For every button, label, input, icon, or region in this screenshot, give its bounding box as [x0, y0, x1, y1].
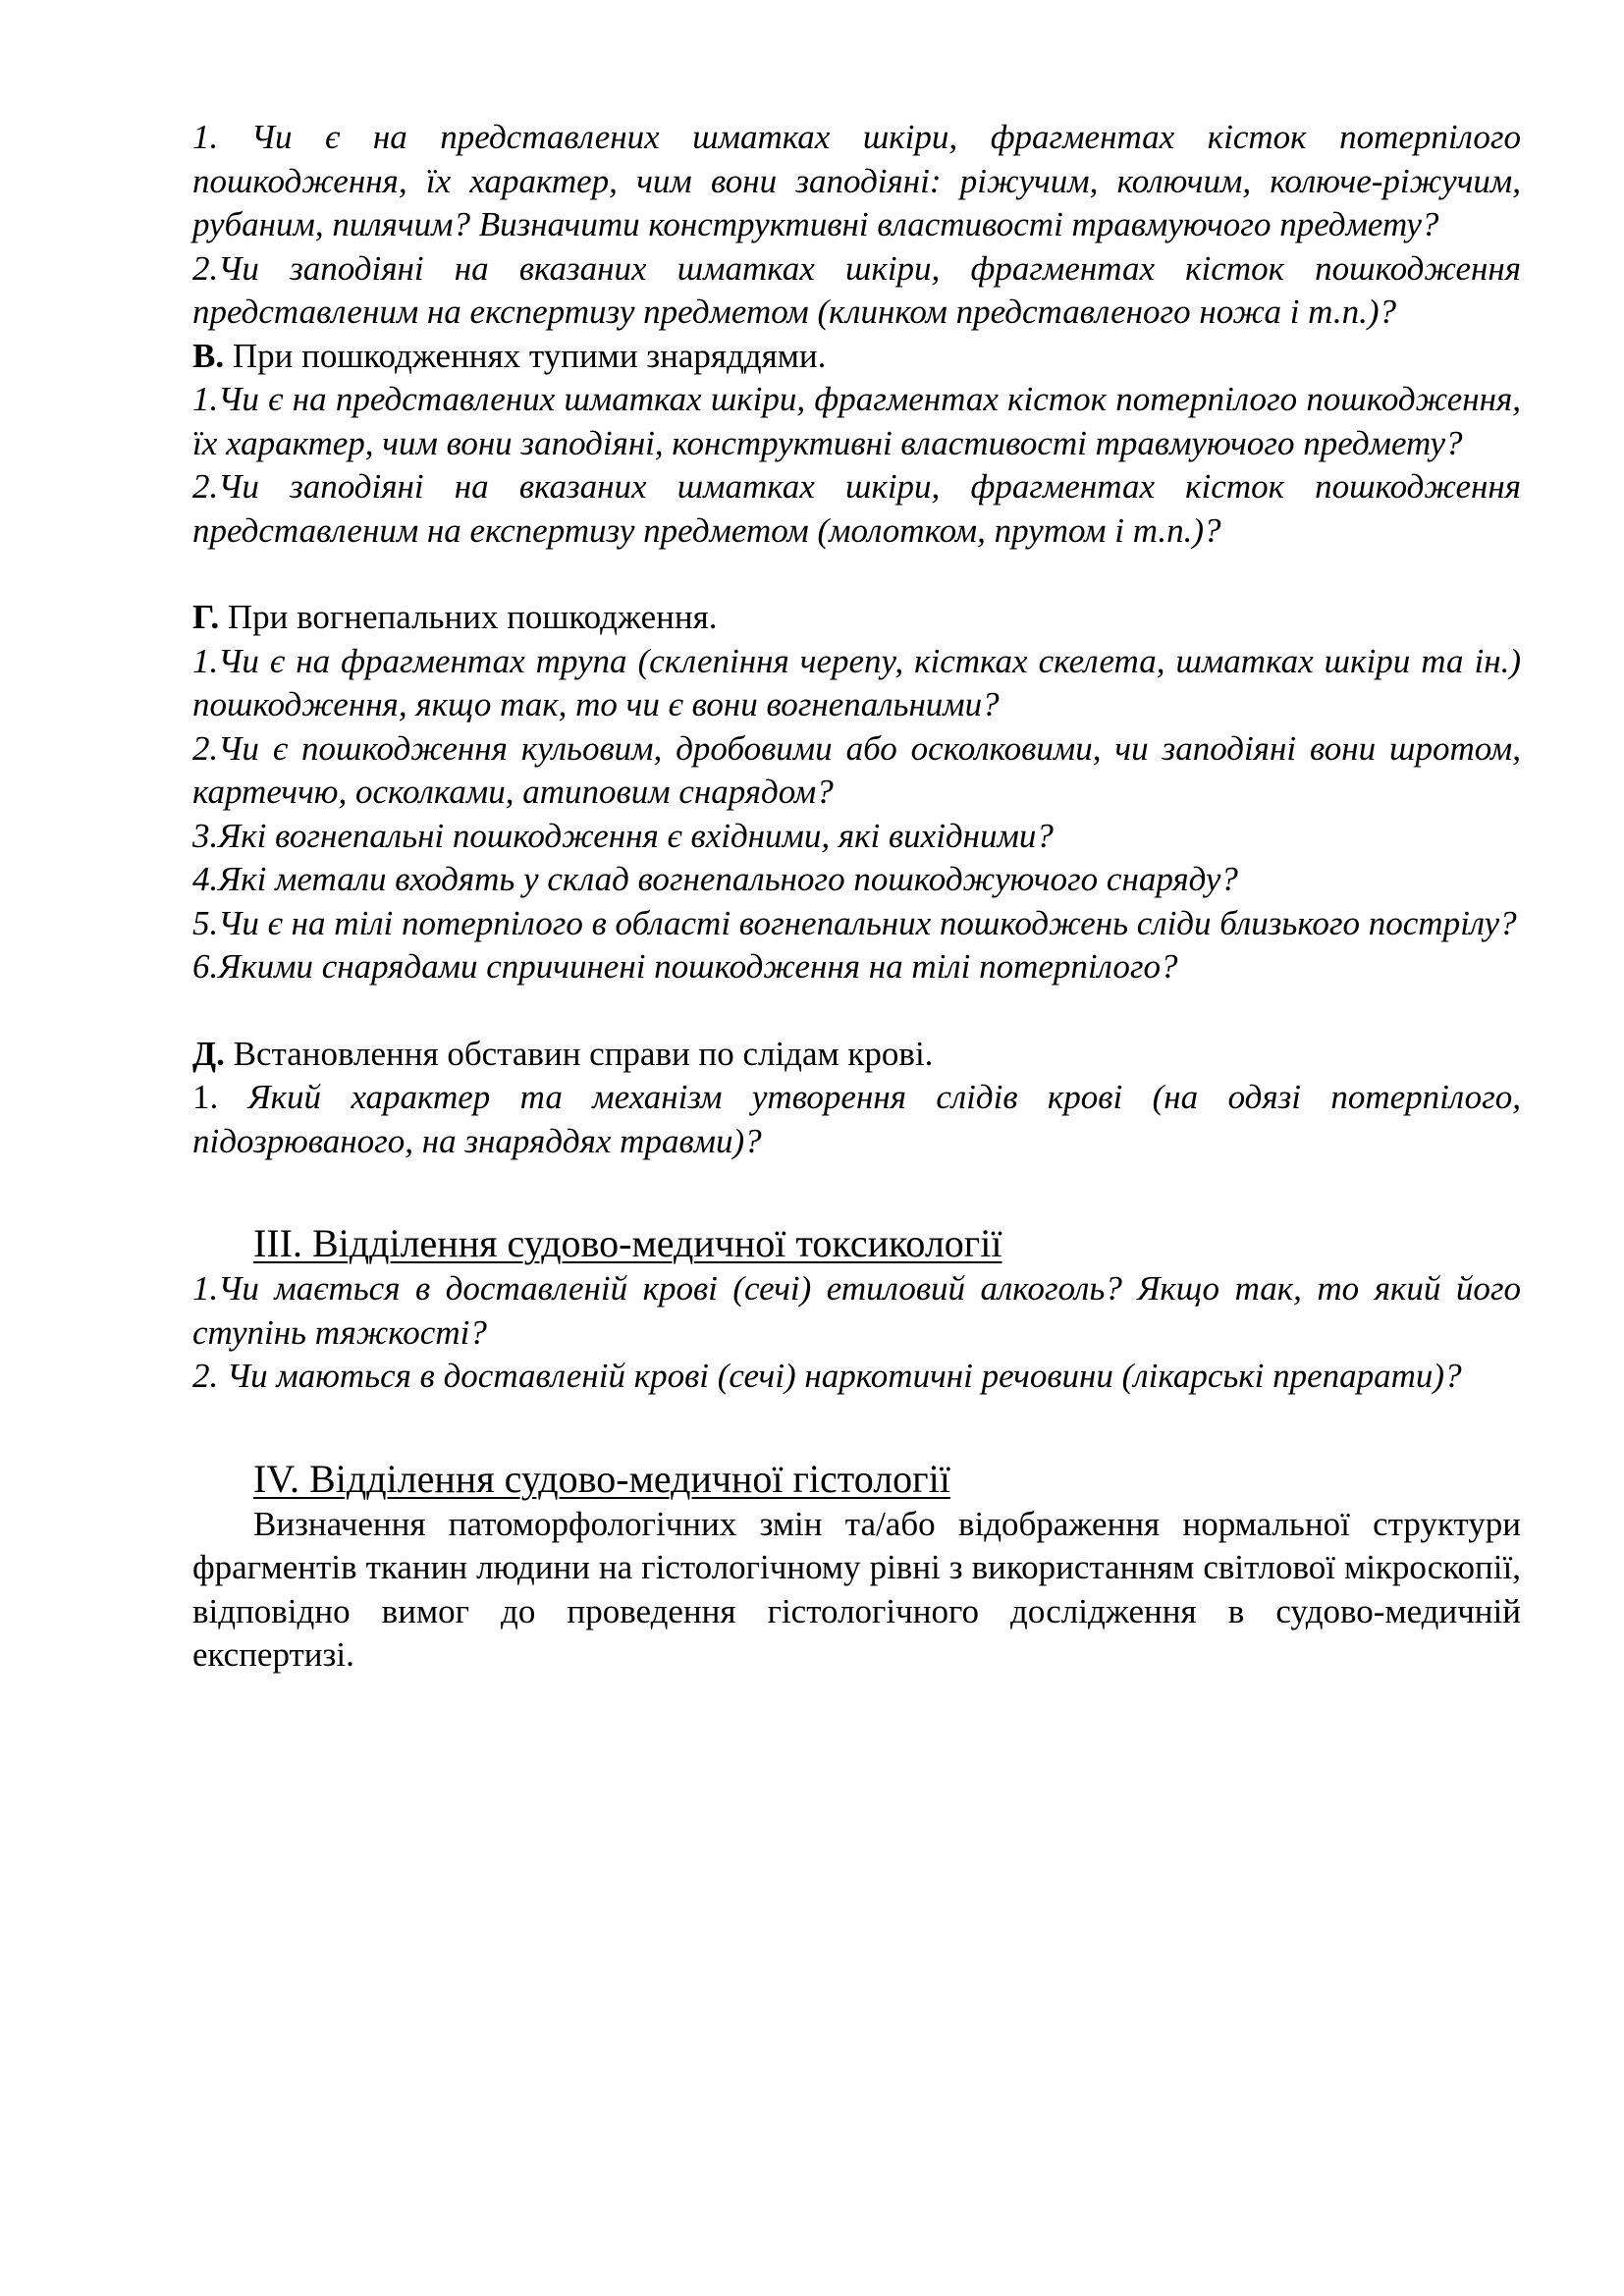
- section-4-title: IV. Відділення судово-медичної гістології: [253, 1456, 950, 1501]
- heading-g: [192, 596, 1521, 640]
- question-d-1-number: 1.: [192, 1078, 248, 1116]
- heading-d: [192, 1033, 1521, 1077]
- heading-v-letter: В.: [192, 336, 225, 375]
- spacer: [192, 1163, 1521, 1206]
- spacer: [192, 1399, 1521, 1442]
- question-d-1: [192, 1076, 1521, 1163]
- heading-g-title: При вогнепальних пошкодження.: [219, 598, 718, 636]
- question-g-2: 2.Чи є пошкодження кульовим, дробовими або осколковими, чи заподіяні вони шротом, картеччю, осколками, атиповим снарядом?: [192, 728, 1521, 811]
- heading-d-title: Встановлення обставин справи по слідам крові.: [224, 1034, 934, 1073]
- heading-v: [192, 335, 1521, 379]
- question-g-4: 4.Які метали входять у склад вогнепального пошкоджуючого снаряду?: [192, 860, 1238, 898]
- heading-d-letter: Д.: [192, 1034, 225, 1073]
- heading-v-title: При пошкодженнях тупими знаряддями.: [224, 336, 827, 375]
- question-s3-2: 2. Чи маються в доставленій крові (сечі) наркотичні речовини (лікарські препарати)?: [192, 1357, 1462, 1395]
- question-v-2: 2.Чи заподіяні на вказаних шматках шкіри, фрагментах кісток пошкодження представленим на експертизу предметом (молотком, прутом і т.п.)?: [192, 467, 1521, 550]
- question-v-1: 1.Чи є на представлених шматках шкіри, фрагментах кісток потерпілого пошкодження, їх характер, чим вони заподіяні, конструктивні властивості травмуючого предмету?: [192, 380, 1521, 462]
- spacer: [192, 553, 1521, 596]
- question-g-5: 5.Чи є на тілі потерпілого в області вогнепальних пошкоджень сліди близького пострілу?: [192, 903, 1517, 942]
- spacer: [192, 989, 1521, 1033]
- question-b1-1: 1. Чи є на представлених шматках шкіри, фрагментах кісток потерпілого пошкодження, їх характер, чим вони заподіяні: ріжучим, колючим, колюче-ріжучим, рубаним, пилячим? Визначити конструктивні властивості травмуючого предмету?: [192, 118, 1521, 243]
- question-g-6: 6.Якими снарядами спричинені пошкодження на тілі потерпілого?: [192, 947, 1178, 986]
- question-b1-2: 2.Чи заподіяні на вказаних шматках шкіри, фрагментах кісток пошкодження представленим на експертизу предметом (клинком представленого ножа і т.п.)?: [192, 248, 1521, 331]
- question-g-3: 3.Які вогнепальні пошкодження є вхідними, які вихідними?: [192, 816, 1054, 855]
- question-d-1-text: Який характер та механізм утворення слідів крові (на одязі потерпілого, підозрюваного, на знаряддях травми)?: [192, 1078, 1522, 1160]
- question-s3-1: 1.Чи мається в доставленій крові (сечі) етиловий алкоголь? Якщо так, то який його ступінь тяжкості?: [192, 1269, 1521, 1352]
- heading-g-letter: Г.: [192, 598, 220, 636]
- section-3-title: ІІІ. Відділення судово-медичної токсикології: [253, 1221, 1002, 1265]
- section-4-text: Визначення патоморфологічних змін та/або відображення нормальної структури фрагментів тканин людини на гістологічному рівні з використанням світлової мікроскопії, відповідно вимог до проведення гістологічного дослідження в судово-медичній експертизі.: [192, 1504, 1521, 1674]
- question-g-1: 1.Чи є на фрагментах трупа (склепіння черепу, кістках скелета, шматках шкіри та ін.) пошкодження, якщо так, то чи є вони вогнепальними?: [192, 641, 1521, 723]
